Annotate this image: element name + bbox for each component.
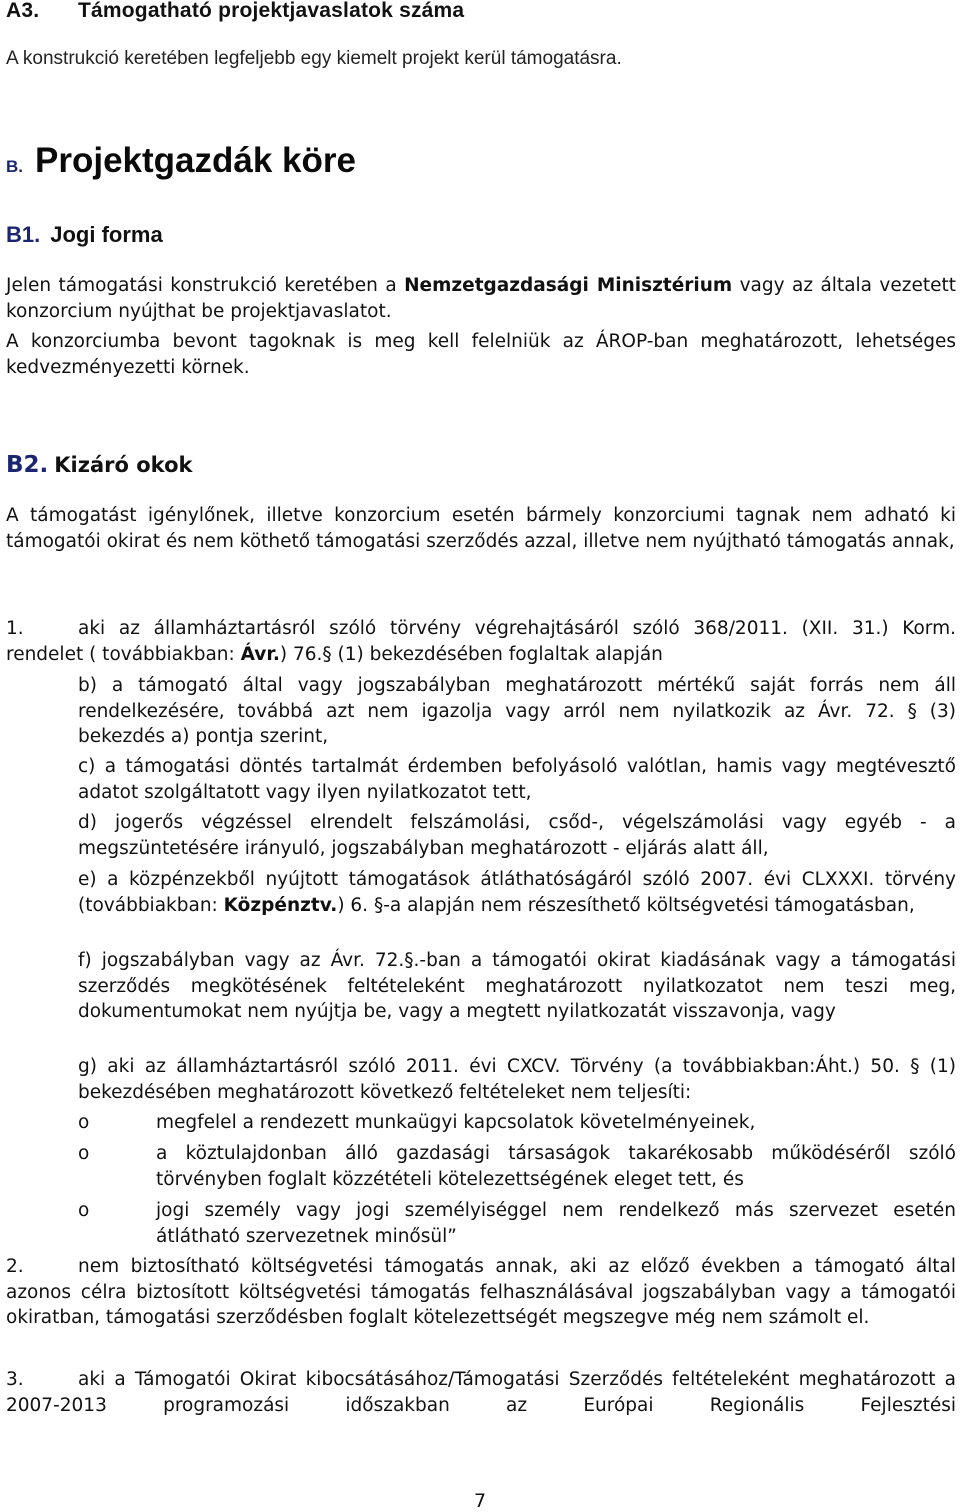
section-b1-number: B1. [6, 222, 41, 247]
bullet-text-3: jogi személy vagy jogi személyiséggel nem rendelkező más szervezet esetén átlátható szervezetnek minősül” [156, 1200, 956, 1247]
section-a3-number: A3. [6, 0, 40, 22]
list-item-2-number: 2. [6, 1256, 24, 1277]
bullet-marker: o [78, 1143, 90, 1164]
b1-paragraph-1 [6, 273, 956, 324]
item1-text-end: ) 76.§ (1) bekezdésében foglaltak alapján [279, 643, 663, 665]
section-b-number: B. [6, 157, 23, 176]
list-item-1-text [6, 616, 956, 667]
ministry-name: Nemzetgazdasági Minisztérium [404, 275, 733, 296]
sub-e-text-end: ) 6. §-a alapján nem részesíthető költségvetési támogatásban, [337, 894, 915, 916]
bullet-text-2: a köztulajdonban álló gazdasági társaságok takarékosabb működéséről szóló törvényben foglalt közzétételi kötelezettségének eleget tett, és [156, 1143, 956, 1190]
sub-item-b: b) a támogató által vagy jogszabályban meghatározott mértékű saját forrás nem áll rendelkezésére, továbbá azt nem igazolja vagy arról nem nyilatkozik az Ávr. 72. § (3) bekezdés a) pontja szerint, [78, 675, 956, 747]
section-b2-number: B2. [6, 452, 49, 478]
list-item-3 [6, 1367, 956, 1418]
bullet-marker: o [78, 1200, 90, 1221]
sub-e-text-start: e) a közpénzekből nyújtott támogatások átláthatóságáról szóló 2007. évi CLXXXI. törvény (továbbiakban: [78, 869, 956, 916]
b1-p1-text-end: vagy az általa vezetett konzorcium nyújthat be projektjavaslatot. [6, 275, 956, 322]
b2-intro: A támogatást igénylőnek, illetve konzorcium esetén bármely konzorciumi tagnak nem adható ki támogatói okirat és nem köthető támogatási szerződés azzal, illetve nem nyújtható támogatás annak, [6, 505, 956, 552]
section-b1-title: Jogi forma [50, 222, 163, 247]
b1-paragraph-2: A konzorciumba bevont tagoknak is meg kell felelniük az ÁROP-ban meghatározott, lehetséges kedvezményezetti körnek. [6, 331, 956, 378]
list-item-3-text: aki a Támogatói Okirat kibocsátásához/Támogatási Szerződés feltételeként meghatározott a 2007-2013 programozási időszakban az Európai Regionális Fejlesztési [6, 1369, 956, 1416]
section-b2-title: Kizáró okok [54, 453, 193, 477]
avr-abbrev: Ávr. [240, 643, 280, 665]
list-item-1-number: 1. [6, 618, 24, 639]
sub-item-c: c) a támogatási döntés tartalmát érdemben befolyásoló valótlan, hamis vagy megtévesztő adatot szolgáltatott vagy ilyen nyilatkozatot tett, [78, 756, 956, 803]
section-a3-text: A konstrukció keretében legfeljebb egy kiemelt projekt kerül támogatásra. [6, 48, 622, 69]
list-item-2 [6, 1254, 956, 1331]
section-b-title: Projektgazdák köre [35, 141, 356, 180]
list-item-3-number: 3. [6, 1369, 24, 1390]
page-number: 7 [474, 1490, 487, 1512]
bullet-marker: o [78, 1112, 90, 1133]
section-a3-title: Támogatható projektjavaslatok száma [78, 0, 465, 22]
bullet-text-1: megfelel a rendezett munkaügyi kapcsolatok követelményeinek, [156, 1112, 756, 1133]
sub-item-g: g) aki az államháztartásról szóló 2011. évi CXCV. Törvény (a továbbiakban:Áht.) 50. § (1) bekezdésében meghatározott következő feltételeket nem teljesíti: [78, 1056, 956, 1103]
sub-item-d: d) jogerős végzéssel elrendelt felszámolási, csőd-, végelszámolási vagy egyéb - a megszüntetésére irányuló, jogszabályban meghatározott - eljárás alatt áll, [78, 812, 956, 859]
section-a3-heading [6, 0, 464, 23]
section-b1-heading [6, 222, 163, 248]
kozpenztv-abbrev: Közpénztv. [223, 894, 338, 916]
list-item-1 [6, 616, 956, 667]
sub-item-e [78, 867, 956, 918]
b1-p1-text: Jelen támogatási konstrukció keretében a [6, 275, 405, 296]
section-b2-heading [6, 452, 192, 478]
sub-item-f: f) jogszabályban vagy az Ávr. 72.§.-ban a támogatói okirat kiadásának vagy a támogatási szerződés megkötésének feltételeként meghatározott nyilatkozatot nem teszi meg, dokumentumokat nem nyújtja be, vagy a megtett nyilatkozatát visszavonja, vagy [78, 950, 956, 1022]
list-item-2-text: nem biztosítható költségvetési támogatás annak, aki az előző években a támogató által azonos célra biztosított költségvetési támogatás felhasználásával jogszabályban vagy a támogatói okiratban, támogatási szerződésben foglalt kötelezettségét megszegve még nem számolt el. [6, 1256, 956, 1328]
item1-text-start: aki az államháztartásról szóló törvény végrehajtásáról szóló 368/2011. (XII. 31.) Korm. rendelet ( továbbiakban: [6, 618, 956, 665]
section-b-heading [6, 141, 356, 181]
